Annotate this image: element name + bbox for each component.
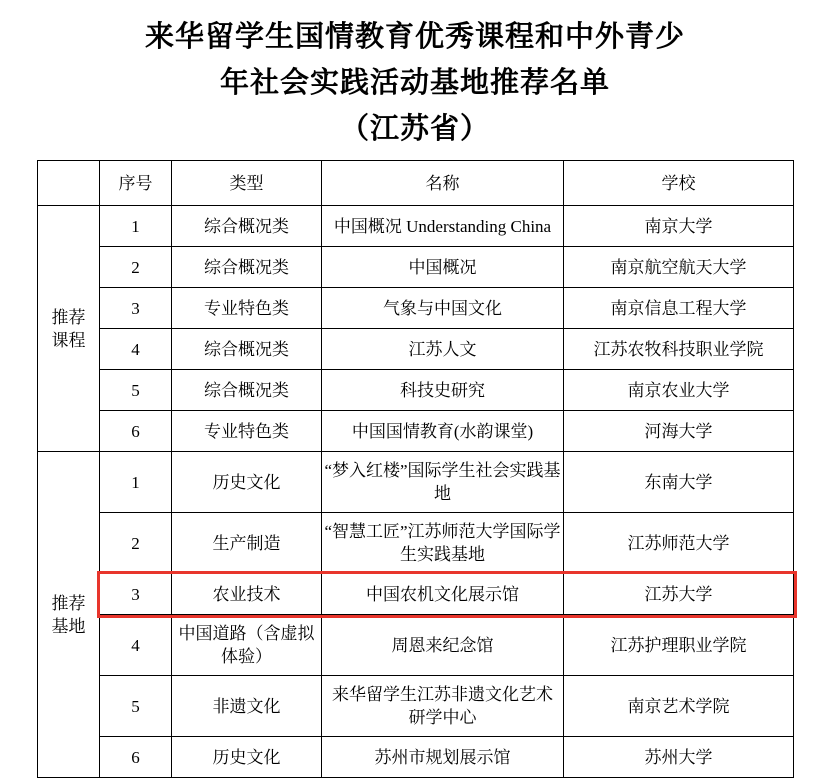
cell-name: 中国概况 <box>322 247 564 288</box>
cell-school: 南京农业大学 <box>564 370 794 411</box>
group-label-line-1: 推荐 <box>51 307 86 327</box>
cell-index: 4 <box>100 329 172 370</box>
cell-type: 综合概况类 <box>172 206 322 247</box>
cell-index: 5 <box>100 676 172 737</box>
cell-index: 5 <box>100 370 172 411</box>
group-label-bases <box>38 452 100 778</box>
document-title <box>0 0 830 152</box>
cell-type: 综合概况类 <box>172 247 322 288</box>
cell-school: 南京信息工程大学 <box>564 288 794 329</box>
cell-type: 综合概况类 <box>172 329 322 370</box>
table-row <box>38 513 794 574</box>
cell-type: 中国道路（含虚拟体验） <box>172 615 322 676</box>
cell-type: 非遗文化 <box>172 676 322 737</box>
group-label-line-2: 基地 <box>51 616 86 636</box>
cell-index: 1 <box>100 452 172 513</box>
group-label-line-1: 推荐 <box>51 593 86 613</box>
header-name: 名称 <box>322 161 564 206</box>
cell-school: 江苏师范大学 <box>564 513 794 574</box>
cell-type: 历史文化 <box>172 737 322 778</box>
table-row <box>38 329 794 370</box>
group-label-courses <box>38 206 100 452</box>
title-line-1: 来华留学生国情教育优秀课程和中外青少 <box>144 21 685 53</box>
cell-type: 专业特色类 <box>172 411 322 452</box>
title-line-3: （江苏省） <box>339 113 490 145</box>
cell-school: 江苏护理职业学院 <box>564 615 794 676</box>
recommendation-table <box>37 160 794 778</box>
table-header <box>38 161 794 206</box>
cell-type: 专业特色类 <box>172 288 322 329</box>
cell-index: 2 <box>100 247 172 288</box>
cell-index: 4 <box>100 615 172 676</box>
cell-index: 3 <box>100 288 172 329</box>
cell-type: 综合概况类 <box>172 370 322 411</box>
cell-type: 历史文化 <box>172 452 322 513</box>
cell-school: 南京航空航天大学 <box>564 247 794 288</box>
title-line-2: 年社会实践活动基地推荐名单 <box>219 67 610 99</box>
table-header-row <box>38 161 794 206</box>
table-row <box>38 615 794 676</box>
cell-type: 生产制造 <box>172 513 322 574</box>
cell-type: 农业技术 <box>172 574 322 615</box>
table-row <box>38 206 794 247</box>
cell-name: 中国国情教育(水韵课堂) <box>322 411 564 452</box>
cell-name: 周恩来纪念馆 <box>322 615 564 676</box>
cell-school: 江苏农牧科技职业学院 <box>564 329 794 370</box>
cell-name: 中国农机文化展示馆 <box>322 574 564 615</box>
recommendation-table-wrapper <box>37 160 793 778</box>
table-body <box>38 206 794 778</box>
table-row <box>38 411 794 452</box>
cell-school: 南京艺术学院 <box>564 676 794 737</box>
cell-index: 6 <box>100 737 172 778</box>
header-index: 序号 <box>100 161 172 206</box>
header-group <box>38 161 100 206</box>
cell-index: 2 <box>100 513 172 574</box>
group-label-line-2: 课程 <box>51 330 86 350</box>
cell-index: 6 <box>100 411 172 452</box>
cell-school: 东南大学 <box>564 452 794 513</box>
cell-name: 苏州市规划展示馆 <box>322 737 564 778</box>
table-row <box>38 288 794 329</box>
header-type: 类型 <box>172 161 322 206</box>
cell-name: 江苏人文 <box>322 329 564 370</box>
header-school: 学校 <box>564 161 794 206</box>
cell-index: 3 <box>100 574 172 615</box>
cell-school: 苏州大学 <box>564 737 794 778</box>
table-row <box>38 452 794 513</box>
cell-name: 气象与中国文化 <box>322 288 564 329</box>
cell-school: 江苏大学 <box>564 574 794 615</box>
cell-index: 1 <box>100 206 172 247</box>
table-row-highlighted <box>38 574 794 615</box>
cell-school: 河海大学 <box>564 411 794 452</box>
cell-school: 南京大学 <box>564 206 794 247</box>
cell-name: “智慧工匠”江苏师范大学国际学生实践基地 <box>322 513 564 574</box>
table-row <box>38 370 794 411</box>
table-row <box>38 247 794 288</box>
cell-name: “梦入红楼”国际学生社会实践基地 <box>322 452 564 513</box>
cell-name: 科技史研究 <box>322 370 564 411</box>
cell-name: 来华留学生江苏非遗文化艺术研学中心 <box>322 676 564 737</box>
table-row <box>38 737 794 778</box>
cell-name: 中国概况 Understanding China <box>322 206 564 247</box>
table-row <box>38 676 794 737</box>
